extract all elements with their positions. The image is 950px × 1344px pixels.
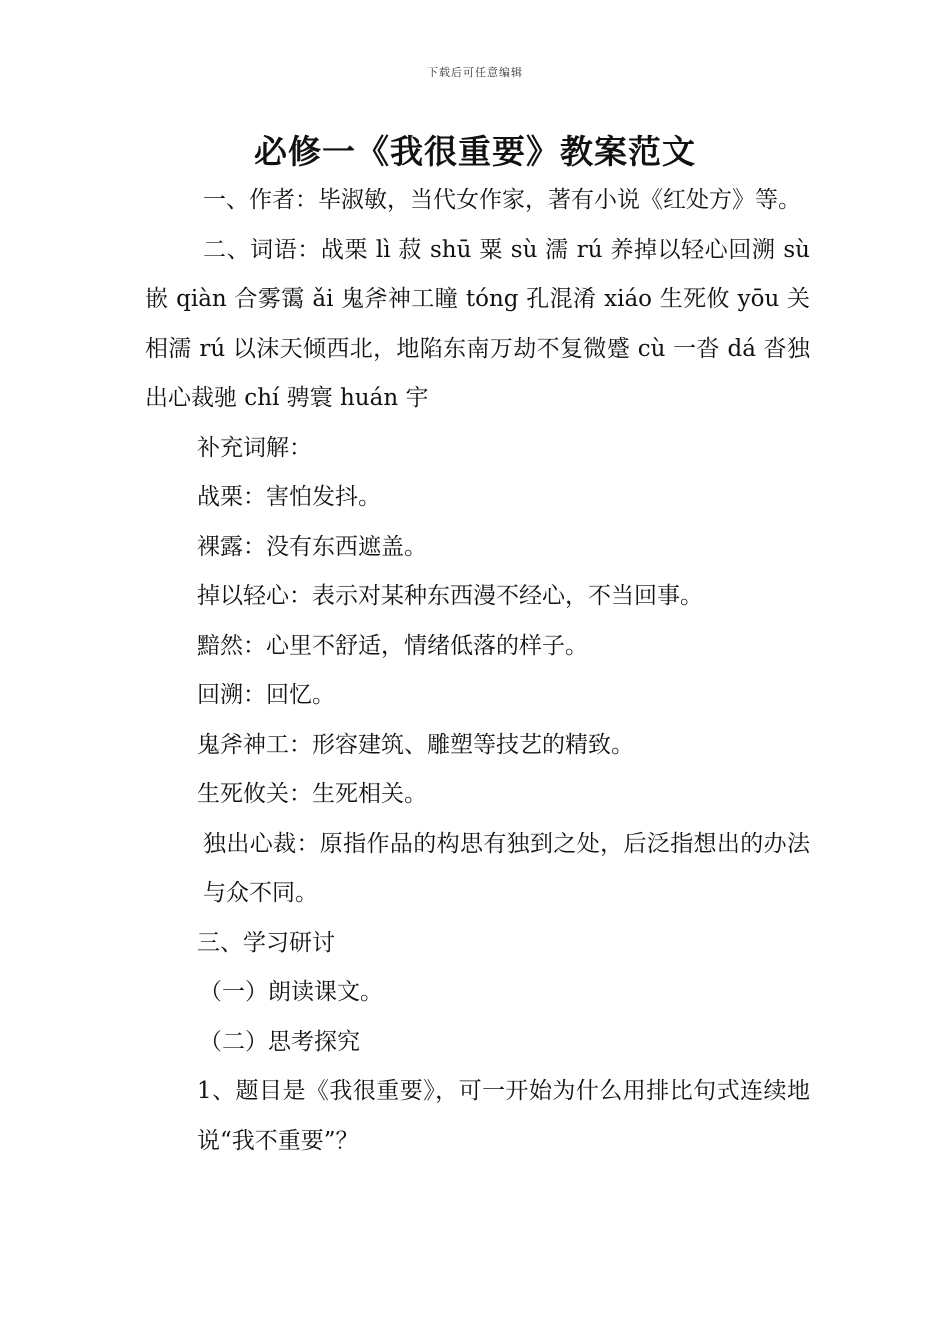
document-body — [145, 176, 810, 1166]
document-title: 必修一《我很重要》教案范文 — [254, 132, 696, 171]
definition-item: 鬼斧神工：形容建筑、雕塑等技艺的精致。 — [197, 731, 634, 758]
section-heading-study: 三、学习研讨 — [197, 929, 335, 956]
definition-item: 黯然：心里不舒适，情绪低落的样子。 — [197, 632, 588, 659]
page-header-note: 下载后可任意编辑 — [427, 66, 523, 79]
subsection-reading: （一）朗读课文。 — [199, 979, 383, 1005]
definition-item: 战栗：害怕发抖。 — [197, 484, 381, 510]
definition-item: 裸露：没有东西遮盖。 — [197, 533, 427, 560]
paragraph-vocabulary: 二、词语：战栗 lì 菽 shū 粟 sù 濡 rú 养掉以轻心回溯 sù 嵌 qiàn 合雾霭 ǎi 鬼斧神工瞳 tóng 孔混淆 xiáo 生死攸 yōu 关相濡 rú 以沫天倾西北，地陷东南万劫不复微蹙 cù 一沓 dá 沓独出心裁驰 chí 骋寰 huán 宇 — [145, 236, 810, 411]
paragraph-supplement-heading: 补充词解： — [197, 434, 312, 461]
paragraph-author: 一、作者：毕淑敏，当代女作家，著有小说《红处方》等。 — [203, 187, 801, 213]
definition-item: 掉以轻心：表示对某种东西漫不经心，不当回事。 — [197, 583, 703, 609]
definition-item: 独出心裁：原指作品的构思有独到之处，后泛指想出的办法与众不同。 — [203, 830, 810, 906]
question-item: 1、题目是《我很重要》，可一开始为什么用排比句式连续地说“我不重要”？ — [197, 1078, 810, 1154]
definition-item: 生死攸关：生死相关。 — [197, 781, 427, 807]
subsection-thinking: （二）思考探究 — [199, 1028, 360, 1055]
definition-item: 回溯：回忆。 — [197, 682, 335, 708]
